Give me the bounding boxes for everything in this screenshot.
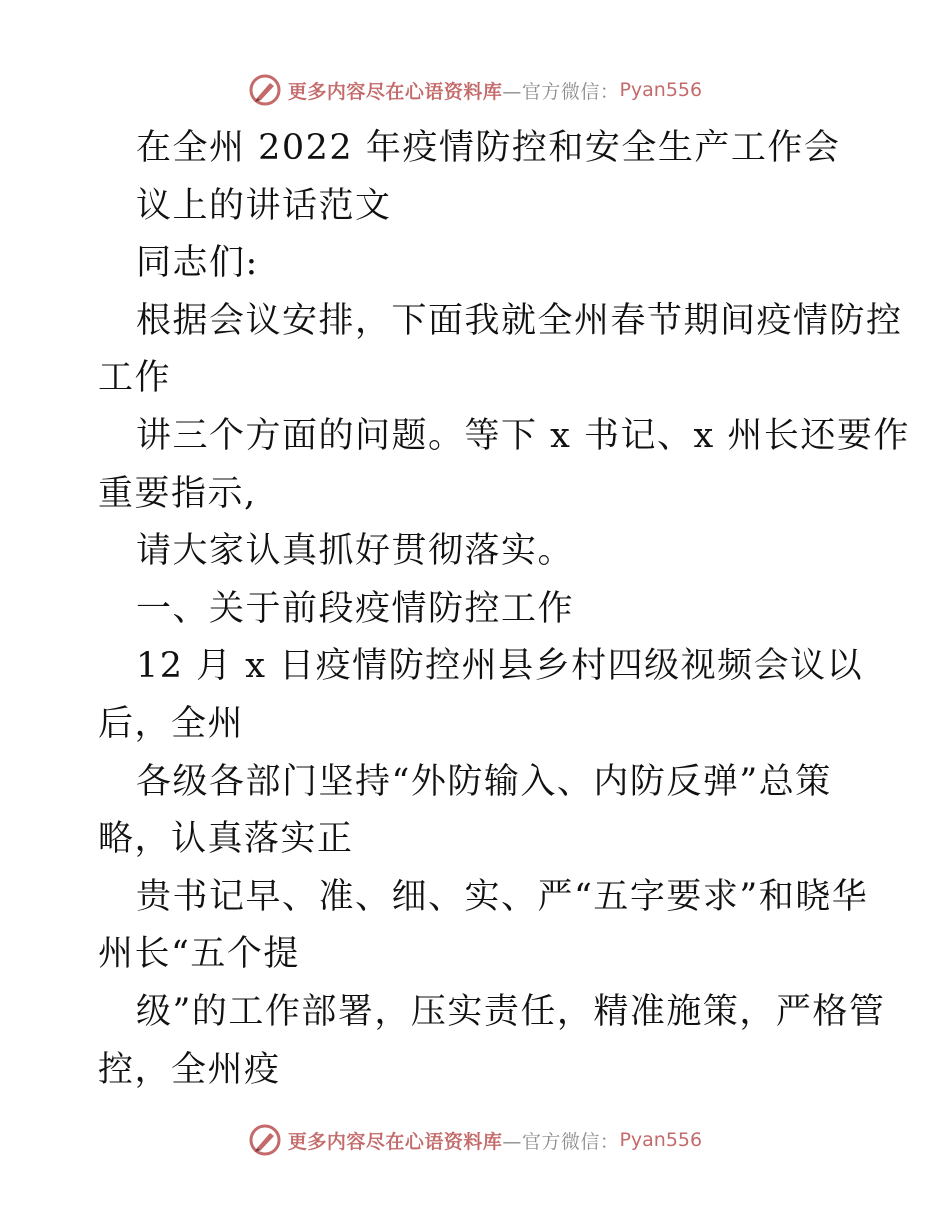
paragraph-line: 请大家认真抓好贯彻落实。 bbox=[136, 531, 575, 572]
paragraph-line: 州长“五个提 bbox=[98, 934, 300, 975]
document-body bbox=[98, 120, 910, 1099]
watermark-banner-top bbox=[0, 70, 950, 110]
banner-wechat-id: Pyan556 bbox=[619, 79, 703, 101]
paragraph-line: 一、关于前段疫情防控工作 bbox=[136, 588, 575, 629]
banner-text-mid: —官方微信： bbox=[502, 1130, 620, 1153]
paragraph-line: 控，全州疫 bbox=[98, 1049, 281, 1090]
paragraph-line: 略，认真落实正 bbox=[98, 819, 354, 860]
paragraph-line: 讲三个方面的问题。等下 x 书记、x 州长还要作 bbox=[136, 415, 910, 456]
paragraph-line: 同志们: bbox=[136, 243, 259, 284]
paragraph-line: 各级各部门坚持“外防输入、内防反弹”总策 bbox=[136, 761, 832, 802]
paragraph-line: 贵书记早、准、细、实、严“五字要求”和晓华 bbox=[136, 876, 869, 917]
paragraph-line: 重要指示, bbox=[98, 473, 257, 514]
paragraph-line: 工作 bbox=[98, 358, 172, 399]
paragraph-line: 12 月 x 日疫情防控州县乡村四级视频会议以 bbox=[136, 646, 864, 687]
paragraph-line: 在全州 2022 年疫情防控和安全生产工作会 bbox=[136, 128, 841, 168]
pen-logo-icon bbox=[248, 73, 282, 107]
paragraph-line: 级”的工作部署，压实责任，精准施策，严格管 bbox=[136, 991, 886, 1032]
banner-text-main: 更多内容尽在心语资料库 bbox=[287, 1130, 503, 1153]
banner-wechat-id: Pyan556 bbox=[619, 1129, 703, 1151]
pen-logo-icon bbox=[248, 1123, 282, 1157]
watermark-banner-bottom bbox=[0, 1120, 950, 1160]
paragraph-line: 议上的讲话范文 bbox=[136, 185, 392, 226]
banner-text-mid: —官方微信： bbox=[502, 80, 620, 103]
paragraph-line: 后，全州 bbox=[98, 703, 245, 744]
banner-text-main: 更多内容尽在心语资料库 bbox=[287, 80, 503, 103]
paragraph-line: 根据会议安排，下面我就全州春节期间疫情防控 bbox=[136, 300, 903, 341]
